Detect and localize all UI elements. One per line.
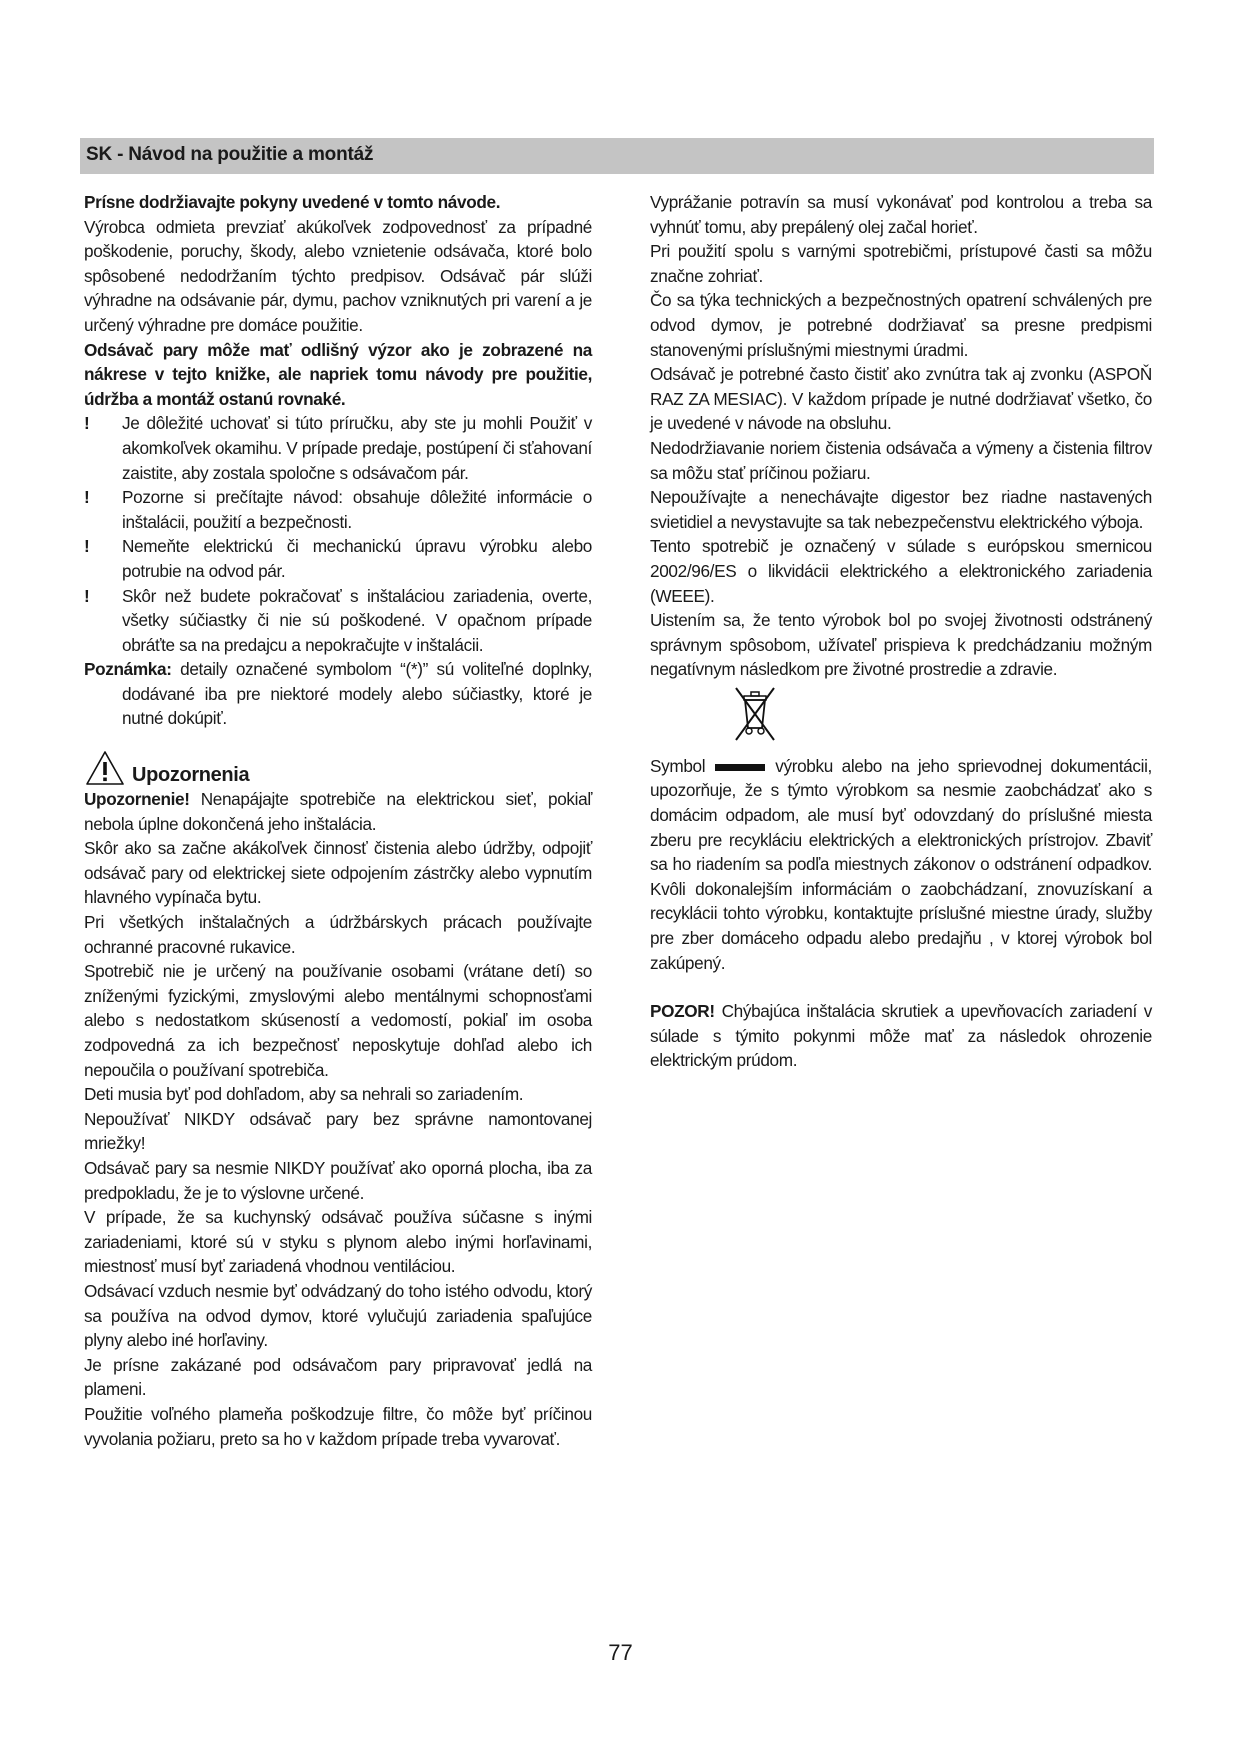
paragraph: Pri všetkých inštalačných a údržbárskych prácach používajte ochranné pracovné rukavice. [84, 912, 592, 957]
pozor-label: POZOR! [650, 1001, 715, 1022]
paragraph: Čo sa týka technických a bezpečnostných opatrení schválených pre odvod dymov, je potrebné dodržiavať sa presne predpismi stanovenými príslušnými miestnymi úradmi. [650, 290, 1152, 360]
page-number: 77 [608, 1640, 633, 1665]
paragraph: Vyprážanie potravín sa musí vykonávať pod kontrolou a treba sa vyhnúť tomu, aby prepálený olej začal horieť. [650, 192, 1152, 237]
black-bar-symbol [715, 764, 765, 771]
bullet-text: Pozorne si prečítajte návod: obsahuje dôležité informácie o inštalácii, použití a bezpečnosti. [122, 487, 592, 532]
paragraph: Odsávací vzduch nesmie byť odvádzaný do toho istého odvodu, ktorý sa používa na odvod dymov, ktoré vylučujú zariadenia spaľujúce plyny alebo iné horľaviny. [84, 1280, 592, 1351]
paragraph: V prípade, že sa kuchynský odsávač používa súčasne s inými zariadeniami, ktoré sú v styku s plynom alebo inými horľavinami, miestnosť musí byť zariadená vhodnou ventiláciou. [84, 1207, 592, 1277]
paragraph: Nepoužívajte a nenechávajte digestor bez riadne nastavených svietidiel a nevystavujte sa tak nebezpečenstvu elektrického výboja. [650, 487, 1152, 532]
pozor-paragraph [650, 999, 1152, 1073]
warning-triangle-icon [84, 749, 126, 787]
paragraph: Skôr ako sa začne akákoľvek činnosť čistenia alebo údržby, odpojiť odsávač pary od elektrickej siete odpojením zástrčky alebo vypnutím hlavného vypínača bytu. [84, 838, 592, 908]
paragraph: Nepoužívať NIKDY odsávač pary bez správne namontovanej mriežky! [84, 1108, 592, 1154]
bullet-item [84, 534, 592, 583]
symbol-paragraph [650, 754, 1152, 975]
crossed-out-bin-icon [730, 684, 780, 746]
exclamation-icon: ! [84, 585, 90, 606]
section-header-bar [80, 138, 1154, 174]
paragraph: Odsávač pary sa nesmie NIKDY používať ako oporná plocha, iba za predpokladu, že je to výslovne určené. [84, 1157, 592, 1203]
symbol-label: Symbol [650, 755, 706, 776]
symbol-text: výrobku alebo na jeho sprievodnej dokumentácii, upozorňuje, že s týmto výrobkom sa nesmie zaobchádzať ako s domácim odpadom, ale musí byť odovzdaný do príslušné miesta zberu pre recykláciu elektrických a elektronických prístrojov. Zbaviť sa ho riadením sa podľa miestnych zákonov o odstránení odpadkov. Kvôli dokonalejším informáciám o zaobchádzaní, znovuzískaní a recyklácii tohto výrobku, kontaktujte príslušné miestne úrady, služby pre zber domáceho odpadu alebo predajňu , v ktorej výrobok bol zakúpený. [650, 755, 1152, 973]
right-column [650, 190, 1152, 1073]
paragraph: Deti musia byť pod dohľadom, aby sa nehrali so zariadením. [84, 1084, 524, 1105]
warning-label: Upozornenie! [84, 789, 190, 810]
bullet-text: Skôr než budete pokračovať s inštaláciou zariadenia, overte, všetky súčiastky či nie sú poškodené. V opačnom prípade obráťte sa na predajcu a nepokračujte v inštalácii. [122, 585, 592, 655]
pozor-text: Chýbajúca inštalácia skrutiek a upevňovacích zariadení v súlade s týmito pokynmi môže mať za následok ohrozenie elektrickým prúdom. [650, 1001, 1152, 1071]
note-paragraph [84, 657, 592, 731]
warning-paragraph [84, 787, 592, 836]
appearance-note: Odsávač pary môže mať odlišný výzor ako je zobrazené na nákrese v tejto knižke, ale napriek tomu návody pre použitie, údržba a montáž ostanú rovnaké. [84, 339, 592, 409]
bullet-text: Nemeňte elektrickú či mechanickú úpravu výrobku alebo potrubie na odvod pár. [122, 536, 592, 581]
bullet-item [84, 485, 592, 534]
bullet-item [84, 411, 592, 485]
exclamation-icon: ! [84, 487, 90, 508]
weee-symbol-area [650, 684, 1152, 750]
paragraph: Uistením sa, že tento výrobok bol po svojej životnosti odstránený správnym spôsobom, užívateľ prispieva k predchádzaniu možným negatívnym následkom pre životné prostredie a zdravie. [650, 610, 1152, 680]
paragraph: Pri použití spolu s varnými spotrebičmi, prístupové časti sa môžu značne zohriať. [650, 241, 1152, 286]
paragraph: Odsávač je potrebné často čistiť ako zvnútra tak aj zvonku (ASPOŇ RAZ ZA MESIAC). V každom prípade je nutné dodržiavať všetko, čo je uvedené v návode na obsluhu. [650, 364, 1152, 434]
bullet-item [84, 584, 592, 658]
exclamation-icon: ! [84, 536, 90, 557]
bullet-text: Je dôležité uchovať si túto príručku, aby ste ju mohli Použiť v akomkoľvek okamihu. V prípade predaje, postúpení či sťahovaní zaistite, aby zostala spoločne s odsávačom pár. [122, 413, 592, 483]
note-label: Poznámka: [84, 659, 172, 680]
paragraph: Nedodržiavanie noriem čistenia odsávača a výmeny a čistenia filtrov sa môžu stať príčinou požiaru. [650, 437, 1152, 483]
note-text: detaily označené symbolom “(*)” sú voliteľné doplnky, dodávané iba pre niektoré modely alebo súčiastky, ktoré je nutné dokúpiť. [122, 659, 592, 729]
exclamation-icon: ! [84, 413, 90, 434]
intro-bold: Prísne dodržiavajte pokyny uvedené v tomto návode. [84, 192, 501, 212]
page-title: SK - Návod na použitie a montáž [86, 144, 374, 165]
paragraph: Spotrebič nie je určený na používanie osobami (vrátane detí) so zníženými fyzickými, zmyslovými alebo mentálnymi schopnosťami alebo s nedostatkom skúseností a vedomostí, pokiaľ im osoba zodpovedná za ich bezpečnosť neposkytuje dohľad alebo ich nepoučila o používaní spotrebiča. [84, 961, 592, 1080]
paragraph: Použitie voľného plameňa poškodzuje filtre, čo môže byť príčinou vyvolania požiaru, preto sa ho v každom prípade treba vyvarovať. [84, 1403, 592, 1449]
warning-text: Nenapájajte spotrebiče na elektrickou sieť, pokiaľ nebola úplne dokončená jeho inštalácia. [84, 789, 592, 834]
intro-text: Výrobca odmieta prevziať akúkoľvek zodpovednosť za prípadné poškodenie, poruchy, škody, alebo vznietenie odsávača, ktoré bolo spôsobené nedodržaním týchto predpisov. Odsávač pár slúži výhradne na odsávanie pár, dymu, pachov vzniknutých pri varení a je určený výhradne pre domáce použitie. [84, 216, 592, 335]
warnings-heading [84, 745, 592, 787]
left-column [84, 190, 592, 1451]
paragraph: Je prísne zakázané pod odsávačom pary pripravovať jedlá na plameni. [84, 1354, 592, 1400]
paragraph: Tento spotrebič je označený v súlade s európskou smernicou 2002/96/ES o likvidácii elektrického a elektronického zariadenia (WEEE). [650, 536, 1152, 606]
warnings-title: Upozornenia [132, 764, 250, 787]
